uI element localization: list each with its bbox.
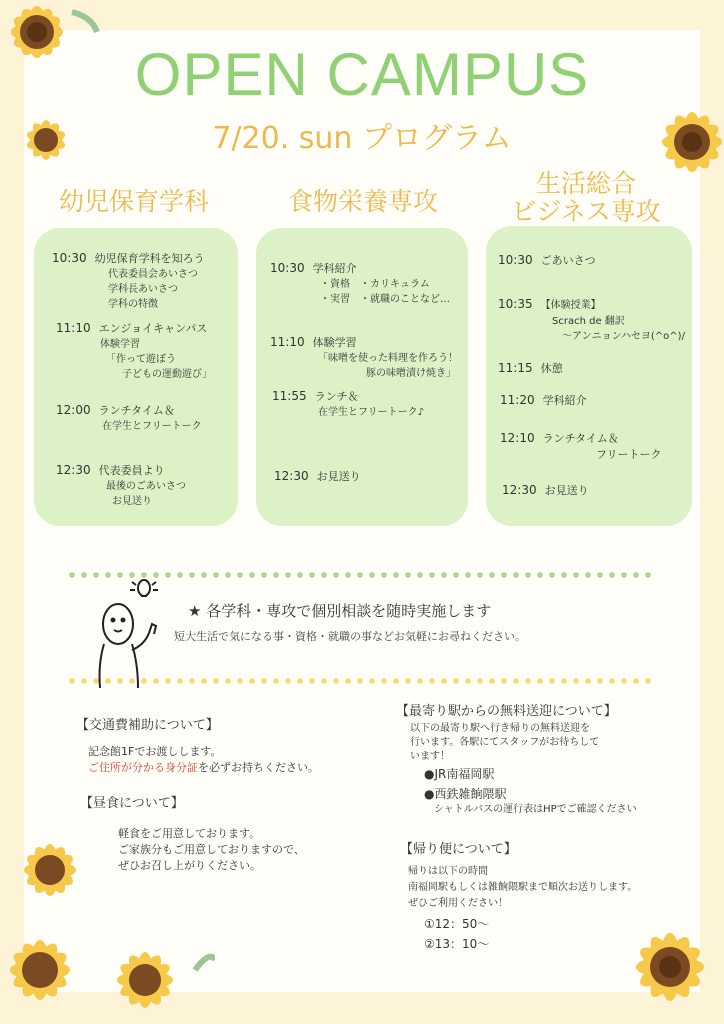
schedule-box-nutrition xyxy=(256,228,468,526)
schedule-item: 12:30 お見送り xyxy=(502,483,589,497)
return-time: ①12：50～ xyxy=(424,917,490,931)
lunch-line: 軽食をご用意しております。 xyxy=(118,827,261,840)
schedule-item: 10:30 幼児保育学科を知ろう 代表委員会あいさつ 学科長あいさつ 学科の特徴 xyxy=(52,251,205,310)
dept-title-business-line1: 生活総合 xyxy=(535,169,636,198)
schedule-item: 11:20 学科紹介 xyxy=(500,393,587,407)
shuttle-heading: 【最寄り駅からの無料送迎について】 xyxy=(396,704,617,719)
lunch-line: ぜひお召し上がりください。 xyxy=(118,859,261,872)
lunch-line: ご家族分もご用意しておりますので、 xyxy=(118,843,305,856)
schedule-item: 11:10 エンジョイキャンパス 体験学習 「作って遊ぼう 子どもの運動遊び」 xyxy=(56,321,212,380)
transport-heading: 【交通費補助について】 xyxy=(76,718,219,733)
transport-line-rest: を必ずお持ちください。 xyxy=(198,761,319,774)
id-required-text: ご住所が分かる身分証 xyxy=(88,761,198,774)
return-line: ぜひご利用ください！ xyxy=(408,898,508,909)
shuttle-line: います！ xyxy=(410,751,450,762)
return-time: ②13：10～ xyxy=(424,937,490,951)
station-list xyxy=(424,764,506,804)
schedule-item: 11:55 ランチ＆ 在学生とフリートーク♪ xyxy=(272,389,424,418)
dept-title-business-line2: ビジネス専攻 xyxy=(511,197,661,226)
page-subtitle: 7/20. sun プログラム xyxy=(212,121,512,156)
station-item: ●JR南福岡駅 xyxy=(424,767,495,781)
lunch-text xyxy=(118,826,305,874)
dept-title-business xyxy=(486,170,686,226)
return-line: 南福岡駅もしくは雑餉隈駅まで順次お送りします。 xyxy=(408,882,638,893)
shuttle-text xyxy=(410,722,599,764)
shuttle-line: 以下の最寄り駅へ行き帰りの無料送迎を xyxy=(410,723,590,734)
transport-line: 記念館1Fでお渡しします。 xyxy=(88,745,222,758)
schedule-item: 11:10 体験学習 「味噌を使った料理を作ろう！ 豚の味噌漬け焼き」 xyxy=(270,335,458,379)
return-text xyxy=(408,864,637,912)
sunflower-icon xyxy=(95,930,215,1024)
lunch-heading: 【昼食について】 xyxy=(80,796,184,811)
schedule-item: 12:30 代表委員より 最後のごあいさつ お見送り xyxy=(56,463,186,507)
return-heading: 【帰り便について】 xyxy=(400,842,517,857)
schedule-item: 12:00 ランチタイム＆ 在学生とフリートーク xyxy=(56,403,202,432)
sunflower-icon xyxy=(600,905,724,1024)
schedule-item: 10:30 学科紹介 ・資格 ・カリキュラム ・実習 ・就職のことなど… xyxy=(270,261,450,305)
dept-title-childcare: 幼児保育学科 xyxy=(58,187,209,216)
shuttle-line: 行います。各駅にてスタッフがお待ちして xyxy=(410,737,600,748)
schedule-box-childcare xyxy=(34,228,238,526)
schedule-item: 11:15 休憩 xyxy=(498,361,563,375)
station-item: ●西鉄雑餉隈駅 xyxy=(424,787,507,801)
schedule-item: 10:35 【体験授業】 Scrach de 翻訳 ～アンニョンハセヨ(^o^)/ xyxy=(498,297,685,342)
return-times xyxy=(424,914,489,954)
lightbulb-person-icon xyxy=(96,578,162,690)
page-title: OPEN CAMPUS xyxy=(134,41,590,108)
transport-line xyxy=(88,760,319,776)
consult-heading: ★ 各学科・専攻で個別相談を随時実施します xyxy=(188,602,492,620)
consult-text: 短大生活で気になる事・資格・就職の事などお気軽にお尋ねください。 xyxy=(174,630,526,643)
schedule-item: 12:10 ランチタイム＆ フリートーク xyxy=(500,431,662,461)
transport-text xyxy=(88,744,319,776)
schedule-item: 12:30 お見送り xyxy=(274,469,361,483)
dept-title-nutrition: 食物栄養専攻 xyxy=(287,187,438,216)
return-line: 帰りは以下の時間 xyxy=(408,866,488,877)
shuttle-note: シャトルバスの運行表はHPでご確認ください xyxy=(434,804,637,815)
schedule-item: 10:30 ごあいさつ xyxy=(498,253,596,267)
schedule-box-business xyxy=(486,226,692,526)
